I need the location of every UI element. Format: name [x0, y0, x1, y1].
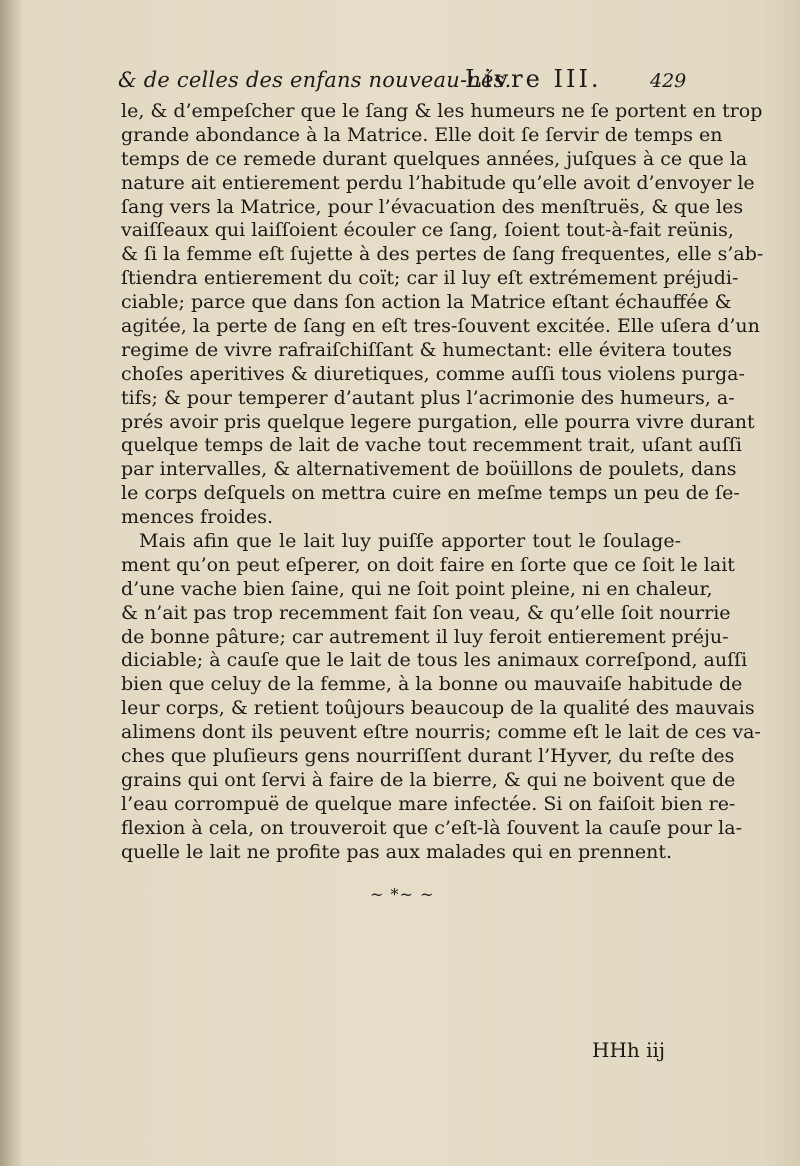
- text-line: prés avoir pris quelque legere purgation, elle pourra vivre durant: [121, 410, 755, 433]
- page-gutter-shadow: [0, 0, 22, 1166]
- text-line: d’une vache bien ſaine, qui ne ſoit point pleine, ni en chaleur,: [121, 577, 713, 600]
- text-line: le, & d’empeſcher que le ſang & les humeurs ne ſe portent en trop: [121, 100, 763, 122]
- section-ornament: ~ *~ ~: [370, 885, 435, 904]
- text-line: grains qui ont ſervi à faire de la bierre, & qui ne boivent que de: [121, 768, 736, 791]
- page-number: 429: [650, 70, 687, 92]
- text-line: l’eau corrompuë de quelque mare infectée. Si on faiſoit bien re-: [121, 792, 736, 815]
- text-line: agitée, la perte de ſang en eſt tres-ſouvent excitée. Elle uſera d’un: [121, 315, 760, 338]
- text-line: choſes aperitives & diuretiques, comme auſſi tous violens purga-: [121, 362, 745, 385]
- text-line: le corps deſquels on mettra cuire en meſme temps un peu de ſe-: [121, 482, 740, 505]
- paragraph-end-line: mences froides.: [121, 506, 273, 529]
- running-head: & de celles des enfans nouveau-nés.: [118, 68, 512, 92]
- text-line: ches que pluſieurs gens nourriſſent durant l’Hyver, du reſte des: [121, 745, 735, 768]
- text-line: bien que celuy de la femme, à la bonne ou mauvaiſe habitude de: [121, 673, 743, 696]
- text-line: nature ait entierement perdu l’habitude qu’elle avoit d’envoyer le: [121, 171, 755, 194]
- text-line: quelque temps de lait de vache tout recemment trait, uſant auſſi: [121, 434, 742, 457]
- signature-mark: HHh iij: [592, 1038, 666, 1062]
- paragraph-start-line: Mais afin que le lait luy puiſſe apporter tout le ſoulage-: [139, 530, 681, 553]
- text-line: tifs; & pour temperer d’autant plus l’acrimonie des humeurs, a-: [121, 386, 735, 409]
- text-line: grande abondance à la Matrice. Elle doit ſe ſervir de temps en: [121, 123, 723, 146]
- text-line: alimens dont ils peuvent eſtre nourris; comme eſt le lait de ces va-: [121, 721, 761, 744]
- text-line: ſtiendra entierement du coït; car il luy eſt extrémement préjudi-: [121, 267, 739, 290]
- body-text: [121, 100, 764, 865]
- paragraph-end-line: quelle le lait ne profite pas aux malades qui en prennent.: [121, 840, 673, 863]
- text-line: ment qu’on peut eſperer, on doit faire en ſorte que ce ſoit le lait: [121, 553, 735, 576]
- book-label: Livre III.: [465, 65, 602, 93]
- text-line: & ſi la femme eſt ſujette à des pertes de ſang frequentes, elle s’ab-: [121, 243, 764, 266]
- text-line: temps de ce remede durant quelques années, juſques à ce que la: [121, 147, 748, 170]
- text-line: regime de vivre rafraiſchiſſant & humectant: elle évitera toutes: [121, 338, 733, 361]
- text-line: vaiſſeaux qui laiſſoient écouler ce ſang, ſoient tout-à-fait reünis,: [121, 219, 734, 242]
- text-line: ciable; parce que dans ſon action la Matrice eſtant échauffée &: [121, 291, 732, 314]
- text-line: leur corps, & retient toûjours beaucoup de la qualité des mauvais: [121, 697, 755, 720]
- page-header: [118, 65, 688, 102]
- text-line: & n’ait pas trop recemment fait ſon veau, & qu’elle ſoit nourrie: [121, 601, 731, 624]
- text-line: par intervalles, & alternativement de boüillons de poulets, dans: [121, 458, 737, 481]
- text-line: flexion à cela, on trouveroit que c’eſt-là ſouvent la cauſe pour la-: [121, 816, 743, 839]
- text-line: ſang vers la Matrice, pour l’évacuation des menſtruës, & que les: [121, 195, 744, 218]
- text-line: diciable; à cauſe que le lait de tous les animaux correſpond, auſſi: [121, 649, 748, 672]
- text-line: de bonne pâture; car autrement il luy feroit entierement préju-: [121, 625, 729, 648]
